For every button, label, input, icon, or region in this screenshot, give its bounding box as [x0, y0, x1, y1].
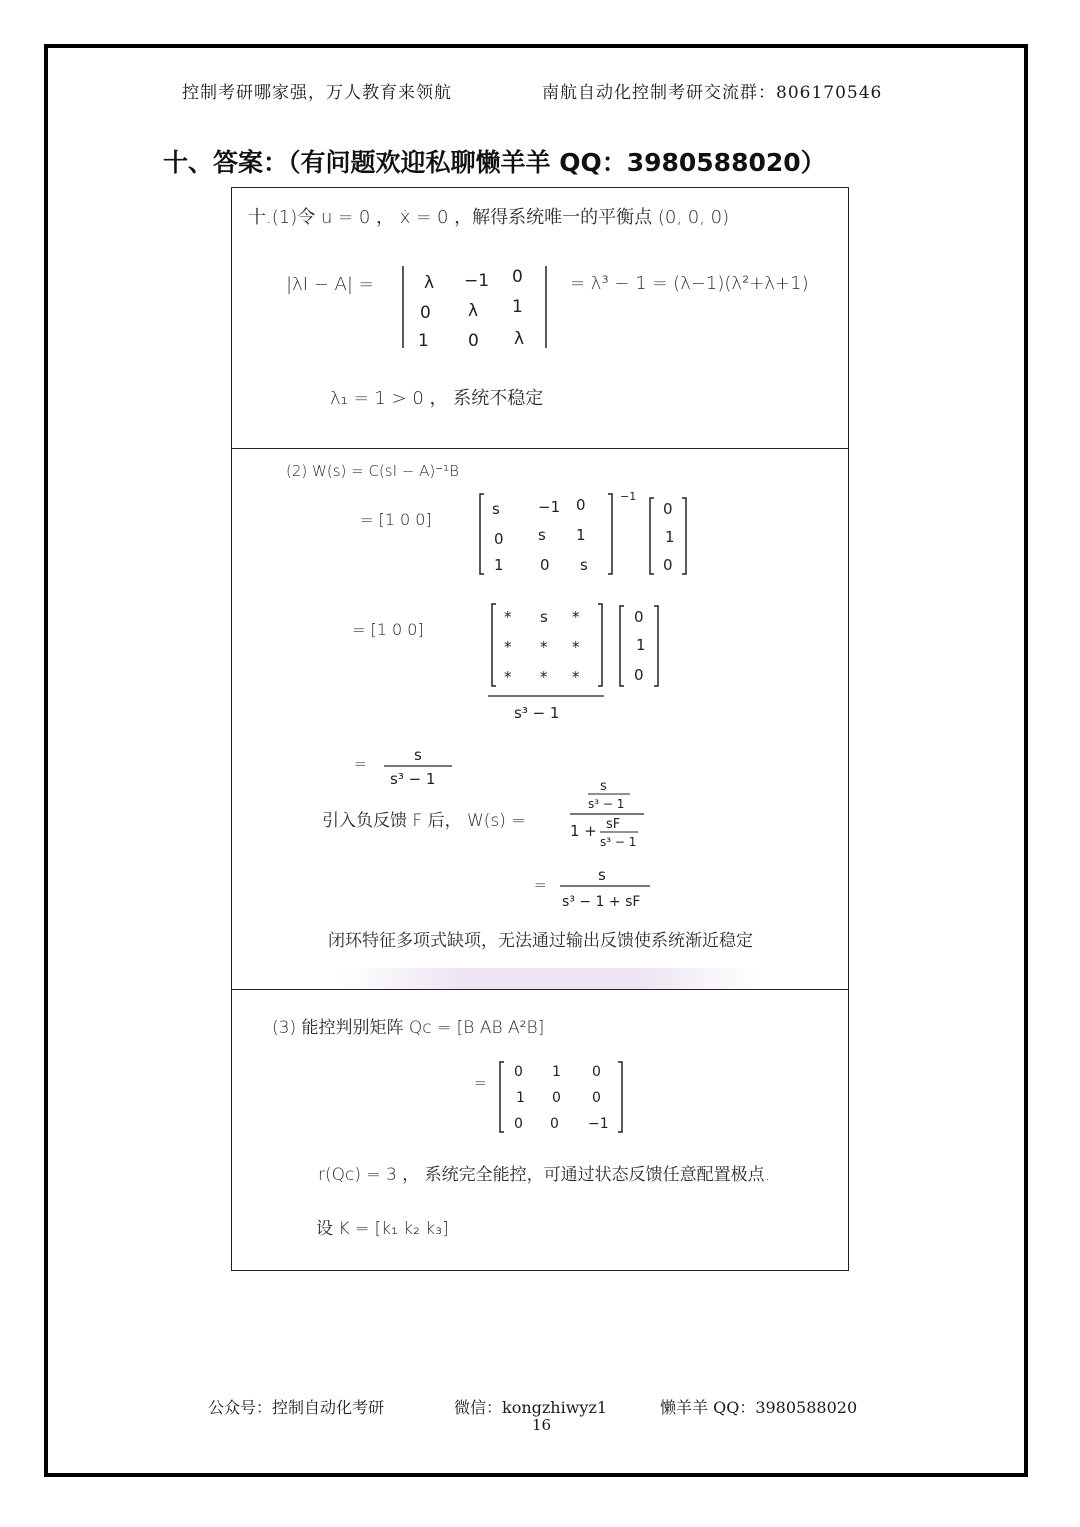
part2-eq4-fraction: [556, 864, 656, 912]
det-cell: λ: [468, 301, 479, 321]
header-slogan: 控制考研哪家强，万人教育来领航: [182, 83, 452, 103]
eq3-denominator: s³ − 1: [390, 770, 436, 788]
part2-inverse-matrix: [476, 490, 696, 578]
adj-cell: *: [504, 668, 512, 686]
adj-cell: *: [504, 608, 512, 626]
inv-cell: 0: [494, 530, 504, 548]
qc-cell: 0: [514, 1116, 523, 1132]
det-cell: 1: [418, 331, 429, 351]
qc-cell: 0: [552, 1090, 561, 1106]
fb-den-den: s³ − 1: [600, 835, 637, 849]
b-vec-cell: 0: [663, 556, 673, 574]
inv-cell: 1: [576, 526, 586, 544]
qc-cell: 1: [552, 1064, 561, 1080]
adj-cell: *: [572, 668, 580, 686]
part3-eq-prefix: =: [474, 1074, 487, 1092]
part2-line1: (2) W(s) = C(sI − A)⁻¹B: [286, 462, 460, 480]
adj-cell: *: [572, 638, 580, 656]
part1-det-lhs: |λI − A| =: [286, 274, 374, 295]
part3-k-text: 设 K = [k₁ k₂ k₃]: [316, 1219, 449, 1239]
qc-cell: 0: [592, 1064, 601, 1080]
part1-line1: 十.(1)令 u = 0 ， ẋ = 0 ，解得系统唯一的平衡点 (0, 0, 0): [248, 207, 730, 228]
part1-conclusion: λ₁ = 1 > 0 ， 系统不稳定: [330, 388, 544, 409]
eq4-denominator: s³ − 1 + sF: [562, 894, 641, 910]
b-vec-cell: 1: [665, 528, 675, 546]
inv-cell: s: [580, 556, 588, 574]
part3-rank-text: r(Qc) = 3 ， 系统完全能控，可通过状态反馈任意配置极点.: [318, 1165, 771, 1185]
part2-eq4-prefix: =: [534, 876, 547, 894]
fb-numerator-den: s³ − 1: [588, 797, 625, 811]
part2-feedback-text: 引入负反馈 F 后， W(s) =: [322, 811, 526, 831]
footer-wechat: 微信：kongzhiwyz1: [454, 1398, 608, 1417]
qc-cell: 0: [514, 1064, 523, 1080]
footer-qq: 懒羊羊 QQ：3980588020: [660, 1398, 858, 1417]
inv-cell: 0: [540, 556, 550, 574]
part3-qc-matrix: [496, 1058, 630, 1136]
inv-cell: 0: [576, 496, 586, 514]
part2-feedback-fraction: [566, 776, 656, 852]
header-group: 南航自动化控制考研交流群：806170546: [542, 83, 883, 103]
adj-cell: *: [572, 608, 580, 626]
part2-eq3-fraction: [380, 744, 460, 790]
inv-cell: s: [538, 526, 546, 544]
det-cell: 0: [512, 267, 523, 287]
fb-den-num: sF: [606, 817, 621, 832]
det-cell: −1: [464, 271, 490, 291]
part1-determinant: [396, 262, 566, 354]
part2-eq3-prefix: =: [354, 755, 367, 773]
adj-cell: *: [540, 638, 548, 656]
qc-cell: −1: [588, 1116, 609, 1132]
part2-eq2-prefix: = [1 0 0]: [352, 620, 424, 639]
b-vec-cell: 0: [663, 500, 673, 518]
b-vec-cell: 0: [634, 666, 644, 684]
b-vec-cell: 1: [636, 636, 646, 654]
det-cell: 1: [512, 297, 523, 317]
watermark: [340, 968, 760, 990]
part2-conclusion: 闭环特征多项式缺项，无法通过输出反馈使系统渐近稳定: [328, 931, 753, 951]
fb-numerator: s: [600, 779, 607, 794]
section-title: 十、答案：（有问题欢迎私聊懒羊羊 QQ：3980588020）: [163, 148, 826, 177]
page-number: 16: [532, 1416, 552, 1434]
qc-cell: 0: [550, 1116, 559, 1132]
inv-exponent: −1: [620, 490, 637, 503]
b-vec-cell: 0: [634, 608, 644, 626]
adj-cell: *: [540, 668, 548, 686]
part3-line1: (3) 能控判别矩阵 Qc = [B AB A²B]: [272, 1018, 545, 1038]
adj-cell: *: [504, 638, 512, 656]
qc-cell: 0: [592, 1090, 601, 1106]
footer-wechat-account: 公众号：控制自动化考研: [208, 1398, 385, 1417]
part2-eq1-prefix: = [1 0 0]: [360, 510, 432, 529]
part2-adjugate-fraction: [486, 600, 676, 724]
det-cell: 0: [420, 303, 431, 323]
fb-den-prefix: 1 +: [570, 822, 597, 840]
det-cell: 0: [468, 331, 479, 351]
eq3-numerator: s: [414, 746, 422, 764]
part1-det-rhs: = λ³ − 1 = (λ−1)(λ²+λ+1): [570, 273, 809, 294]
inv-cell: 1: [494, 556, 504, 574]
det-cell: λ: [514, 329, 525, 349]
qc-cell: 1: [516, 1090, 525, 1106]
det-cell: λ: [424, 273, 435, 293]
eq4-numerator: s: [598, 866, 606, 884]
adj-denominator: s³ − 1: [514, 704, 560, 722]
adj-cell: s: [540, 608, 548, 626]
inv-cell: s: [492, 500, 500, 518]
inv-cell: −1: [538, 498, 561, 516]
